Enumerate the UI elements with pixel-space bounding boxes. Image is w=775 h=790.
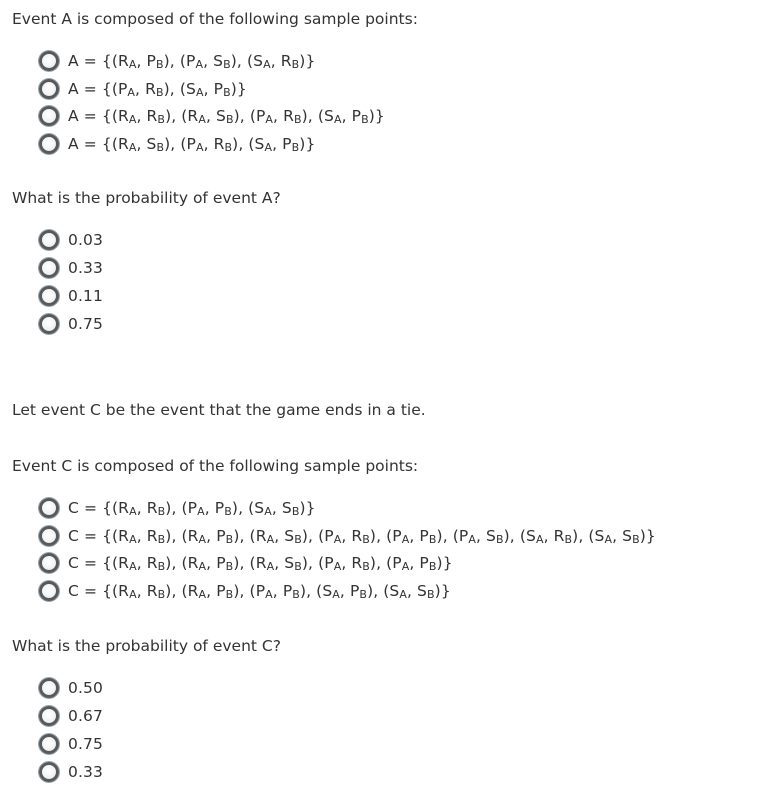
question-probability-c: What is the probability of event C?	[12, 637, 281, 655]
option-label: 0.33	[68, 259, 103, 277]
event-a-option-3[interactable]	[39, 102, 385, 130]
option-label: $C = \{(R_A$, $R_B$), ($R_A$, $P_B$), ($R_A$, $S_B$), ($P_A$, $R_B$), ($P_A$, $P_B$), ($P_A$, $S_B$), ($S_A$, $R_B$), ($S_A$, $S_B$)}	[68, 526, 656, 546]
radio-button[interactable]	[39, 134, 59, 154]
question-event-c-sample-points: Event C is composed of the following sample points:	[12, 457, 419, 475]
event-c-option-2[interactable]	[39, 522, 656, 550]
radio-button[interactable]	[39, 498, 59, 518]
event-a-option-1[interactable]	[39, 47, 385, 75]
probability-a-options	[39, 226, 103, 338]
radio-button[interactable]	[39, 314, 59, 334]
radio-button[interactable]	[39, 51, 59, 71]
probability-c-option-4[interactable]	[39, 758, 103, 786]
question-probability-a: What is the probability of event A?	[12, 189, 281, 207]
radio-button[interactable]	[39, 286, 59, 306]
radio-button[interactable]	[39, 706, 59, 726]
radio-button[interactable]	[39, 553, 59, 573]
radio-button[interactable]	[39, 678, 59, 698]
event-a-option-4[interactable]	[39, 130, 385, 158]
option-label: 0.75	[68, 735, 103, 753]
probability-c-options	[39, 674, 103, 786]
event-c-option-3[interactable]	[39, 549, 656, 577]
radio-button[interactable]	[39, 79, 59, 99]
option-label: 0.03	[68, 231, 103, 249]
option-label: 0.75	[68, 315, 103, 333]
option-label: $A = \{(R_A$, $S_B$), ($P_A$, $R_B$), ($S_A$, $P_B$)}	[68, 134, 316, 154]
radio-button[interactable]	[39, 762, 59, 782]
radio-button[interactable]	[39, 106, 59, 126]
option-label: $A = \{(P_A$, $R_B$), ($S_A$, $P_B$)}	[68, 79, 247, 99]
probability-a-option-4[interactable]	[39, 310, 103, 338]
radio-button[interactable]	[39, 526, 59, 546]
option-label: 0.50	[68, 679, 103, 697]
option-label: 0.67	[68, 707, 103, 725]
probability-a-option-3[interactable]	[39, 282, 103, 310]
event-c-options	[39, 494, 656, 605]
event-c-option-1[interactable]	[39, 494, 656, 522]
event-a-options	[39, 47, 385, 158]
event-c-definition: Let event C be the event that the game ends in a tie.	[12, 401, 426, 419]
option-label: $C = \{(R_A$, $R_B$), ($R_A$, $P_B$), ($P_A$, $P_B$), ($S_A$, $P_B$), ($S_A$, $S_B$)}	[68, 581, 451, 601]
option-label: $C = \{(R_A$, $R_B$), ($R_A$, $P_B$), ($R_A$, $S_B$), ($P_A$, $R_B$), ($P_A$, $P_B$)}	[68, 554, 453, 574]
option-label: 0.11	[68, 287, 103, 305]
probability-c-option-3[interactable]	[39, 730, 103, 758]
probability-c-option-2[interactable]	[39, 702, 103, 730]
radio-button[interactable]	[39, 230, 59, 250]
probability-a-option-1[interactable]	[39, 226, 103, 254]
option-label: $A = \{(R_A$, $R_B$), ($R_A$, $S_B$), ($P_A$, $R_B$), ($S_A$, $P_B$)}	[68, 107, 385, 127]
radio-button[interactable]	[39, 258, 59, 278]
event-c-option-4[interactable]	[39, 577, 656, 605]
radio-button[interactable]	[39, 734, 59, 754]
option-label: $A = \{(R_A$, $P_B$), ($P_A$, $S_B$), ($S_A$, $R_B$)}	[68, 51, 316, 71]
question-event-a-sample-points: Event A is composed of the following sample points:	[12, 10, 418, 28]
option-label: 0.33	[68, 763, 103, 781]
radio-button[interactable]	[39, 581, 59, 601]
probability-c-option-1[interactable]	[39, 674, 103, 702]
event-a-option-2[interactable]	[39, 75, 385, 103]
option-label: $C = \{(R_A$, $R_B$), ($P_A$, $P_B$), ($S_A$, $S_B$)}	[68, 498, 316, 518]
probability-a-option-2[interactable]	[39, 254, 103, 282]
